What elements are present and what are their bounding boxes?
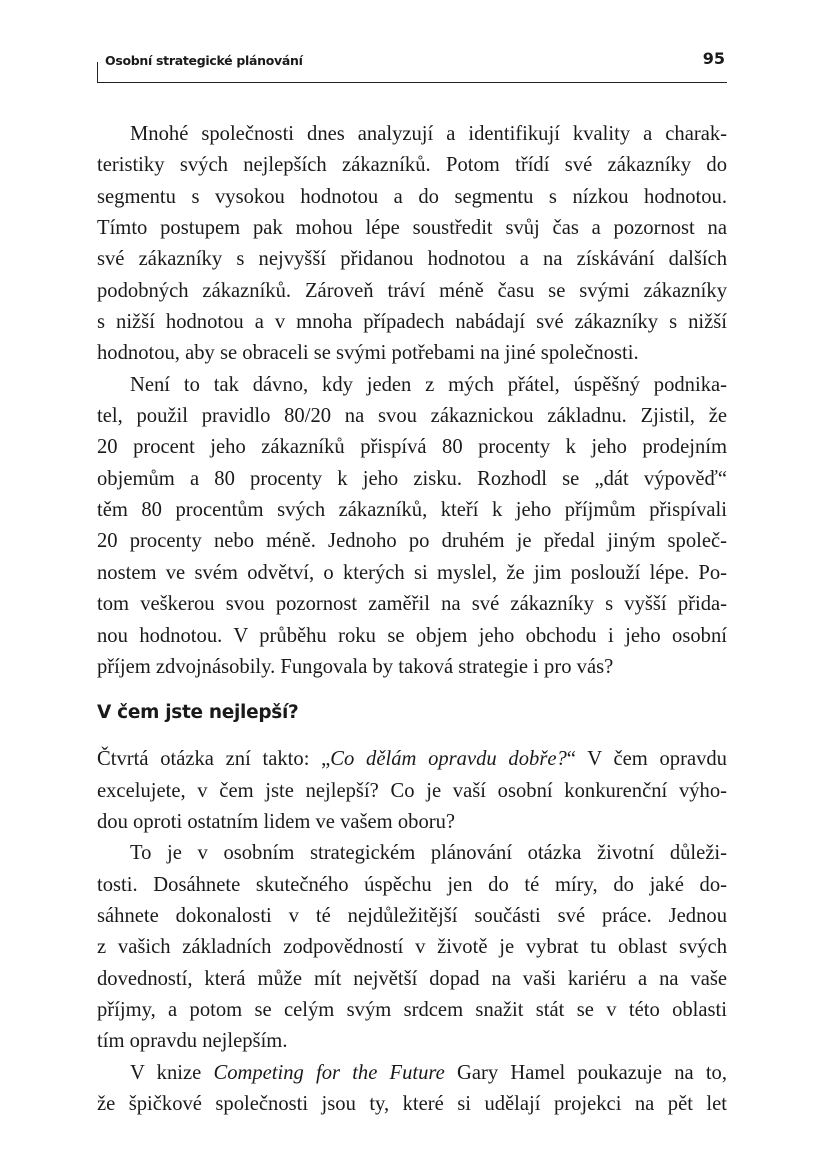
text-line: V knize Competing for the Future Gary Hamel poukazuje na to, (130, 1061, 727, 1084)
paragraph (97, 370, 727, 683)
paragraph (97, 1058, 727, 1121)
text-line: příjmy, a potom se celým svým srdcem snažit stát se v této oblasti (97, 998, 727, 1021)
text-line: z vašich základních zodpovědností v životě je vybrat tu oblast svých (97, 936, 727, 959)
page-number: 95 (702, 49, 725, 68)
text-line: podobných zákazníků. Zároveň tráví méně času se svými zákazníky (97, 279, 727, 302)
text-line: Tímto postupem pak mohou lépe soustředit svůj čas a pozornost na (97, 217, 727, 240)
text-line: dou oproti ostatním lidem ve vašem oboru? (97, 810, 456, 833)
text-line: sáhnete dokonalosti v té nejdůležitější součásti své práce. Jednou (97, 904, 727, 927)
page-body (97, 119, 727, 1120)
text-line: s nižší hodnotou a v mnoha případech nabádají své zákazníky s nižší (97, 311, 727, 334)
text-line: Čtvrtá otázka zní takto: „Co dělám opravdu dobře?“ V čem opravdu (97, 748, 727, 771)
text-line: své zákazníky s nejvyšší přidanou hodnotou a na získávání dalších (97, 248, 727, 271)
running-header (97, 48, 727, 83)
text-line: excelujete, v čem jste nejlepší? Co je vaší osobní konkurenční výho- (97, 779, 727, 802)
text-line: teristiky svých nejlepších zákazníků. Potom třídí své zákazníky do (97, 154, 727, 177)
text-line: tosti. Dosáhnete skutečného úspěchu jen do té míry, do jaké do- (97, 873, 727, 896)
text-line: objemům a 80 procenty k jeho zisku. Rozhodl se „dát výpověď“ (97, 467, 727, 490)
text-line: 20 procenty nebo méně. Jednoho po druhém je předal jiným společ- (97, 530, 727, 553)
text-line: nostem ve svém odvětví, o kterých si myslel, že jim poslouží lépe. Po- (97, 561, 727, 584)
paragraph (97, 119, 727, 370)
italic-quote: Co dělám opravdu dobře? (330, 748, 567, 771)
text-line: příjem zdvojnásobily. Fungovala by taková strategie i pro vás? (97, 655, 614, 678)
text-line: nou hodnotou. V průběhu roku se objem jeho obchodu i jeho osobní (97, 624, 727, 647)
text-line: segmentu s vysokou hodnotou a do segmentu s nízkou hodnotou. (97, 185, 727, 208)
text-line: 20 procent jeho zákazníků přispívá 80 procenty k jeho prodejním (97, 436, 727, 459)
running-header-title: Osobní strategické plánování (105, 53, 303, 68)
header-rule-tick (97, 62, 98, 83)
text-line: těm 80 procentům svých zákazníků, kteří k jeho příjmům přispívali (97, 499, 727, 522)
text-line: že špičkové společnosti jsou ty, které si udělají projekci na pět let (97, 1092, 727, 1115)
paragraph (97, 838, 727, 1057)
text-line: hodnotou, aby se obraceli se svými potřebami na jiné společnosti. (97, 342, 639, 365)
text-line: tom veškerou svou pozornost zaměřil na své zákazníky s vyšší přida- (97, 593, 727, 616)
text-line: tím opravdu nejlepším. (97, 1030, 288, 1053)
text-line: tel, použil pravidlo 80/20 na svou zákaznickou základnu. Zjistil, že (97, 405, 727, 428)
text-line: Mnohé společnosti dnes analyzují a identifikují kvality a charak- (130, 123, 727, 145)
text-line: Není to tak dávno, kdy jeden z mých přátel, úspěšný podnika- (130, 373, 727, 396)
paragraph (97, 744, 727, 838)
book-title: Competing for the Future (213, 1061, 445, 1084)
text-line: To je v osobním strategickém plánování otázka životní důleži- (130, 842, 727, 865)
text-line: dovedností, která může mít největší dopad na vaši kariéru a na vaše (97, 967, 727, 990)
section-heading: V čem jste nejlepší? (97, 702, 299, 724)
